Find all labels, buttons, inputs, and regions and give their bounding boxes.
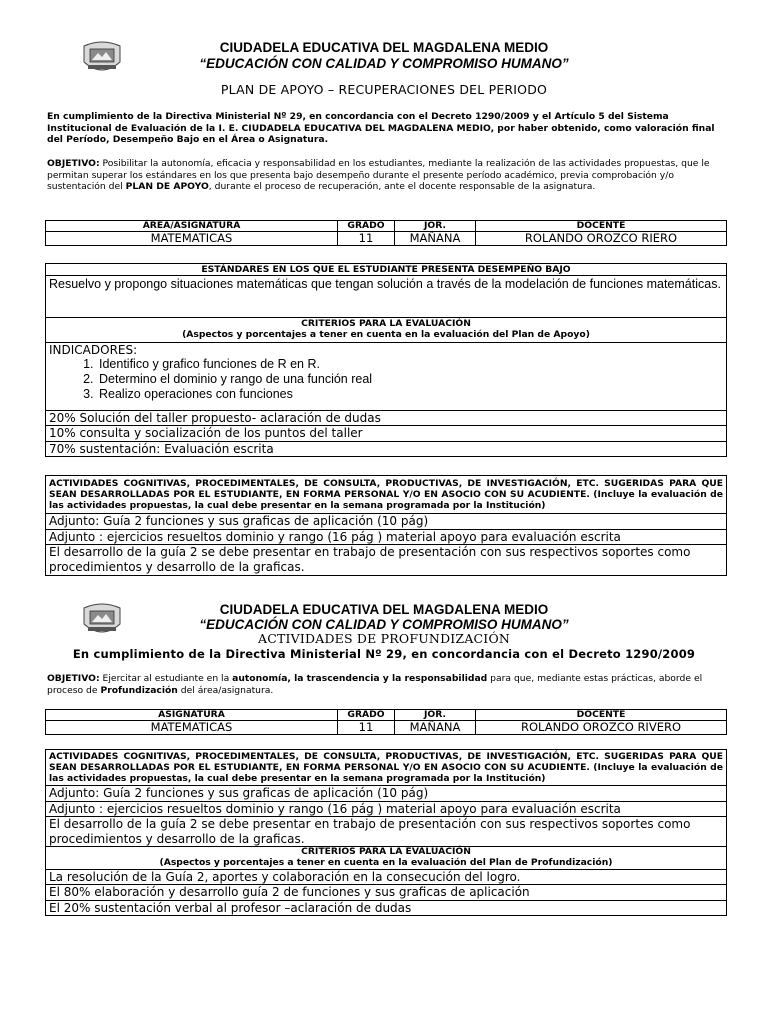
activities-header: ACTIVIDADES COGNITIVAS, PROCEDIMENTALES, DE CONSULTA, PRODUCTIVAS, DE INVESTIGACIÓN, ETC. SUGERIDAS PARA QUE SEAN DESARROLLADAS POR EL ESTUDIANTE, EN FORMA PERSONAL Y/O EN ASOCIO CON SU ACUDIENTE. (Incluye la evaluación de las actividades propuestas, la cual debe presentar en la semana programada por la Institución)	[46, 750, 727, 786]
objective-text-a: Posibilitar la autonomía, eficacia y responsabilidad en los estudiantes, mediante la realización de las actividades propuestas, que le permitan superar los estándares en los que presenta bajo desempeño durante el presente período académico, previa comprobación y/o sustentación del	[47, 158, 710, 193]
criteria-subheader: (Aspectos y porcentajes a tener en cuenta en la evaluación del Plan de Apoyo)	[182, 328, 590, 340]
value-grade: 11	[338, 721, 395, 735]
attachment-row: Adjunto: Guía 2 funciones y sus graficas de aplicación (10 pág)	[46, 786, 727, 802]
plan-title: PLAN DE APOYO – RECUPERACIONES DEL PERIODO	[220, 82, 548, 97]
header-grade: GRADO	[338, 710, 395, 721]
value-subject: MATEMATICAS	[46, 721, 338, 735]
criteria-row: El 20% sustentación verbal al profesor –aclaración de dudas	[46, 900, 727, 916]
objective-text-a: Ejercitar al estudiante en la	[99, 673, 233, 684]
institution-slogan: “EDUCACIÓN CON CALIDAD Y COMPROMISO HUMANO”	[199, 56, 569, 71]
header-subject: ASIGNATURA	[46, 710, 338, 721]
deepening-intro: En cumplimiento de la Directiva Ministerial Nº 29, en concordancia con el Decreto 1290/2009	[72, 647, 696, 661]
header-shift: JOR.	[395, 710, 476, 721]
criteria-subheader: (Aspectos y porcentajes a tener en cuenta en la evaluación del Plan de Profundización)	[159, 856, 613, 868]
attachment-row: Adjunto: Guía 2 funciones y sus graficas de aplicación (10 pág)	[46, 514, 727, 530]
criteria-heading-cell	[46, 847, 727, 870]
standards-criteria-table	[45, 263, 727, 457]
value-area: MATEMATICAS	[46, 232, 338, 246]
value-grade: 11	[338, 232, 395, 246]
indicators-cell	[46, 342, 727, 410]
header-area: ÁREA/ASIGNATURA	[46, 221, 338, 232]
info-table-value-row	[46, 721, 727, 735]
objective-text-b: para que, mediante estas prácticas, aborde el proceso de	[47, 673, 703, 696]
objective-text-bold: Profundización	[100, 684, 178, 696]
indicators-list	[49, 357, 723, 402]
activities-header: ACTIVIDADES COGNITIVAS, PROCEDIMENTALES, DE CONSULTA, PRODUCTIVAS, DE INVESTIGACIÓN, ETC. SUGERIDAS PARA QUE SEAN DESARROLLADAS POR EL ESTUDIANTE, EN FORMA PERSONAL Y/O EN ASOCIO CON SU ACUDIENTE. (Incluye la evaluación de las actividades propuestas, la cual debe presentar en la semana programada por la Institución)	[46, 476, 727, 514]
institution-slogan: “EDUCACIÓN CON CALIDAD Y COMPROMISO HUMANO”	[199, 617, 569, 632]
deepening-title: ACTIVIDADES DE PROFUNDIZACIÓN	[257, 631, 511, 646]
info-table-header-row	[46, 221, 727, 232]
objective-text-bold: PLAN DE APOYO	[125, 181, 209, 193]
objective-text-b: , durante el proceso de recuperación, ante el docente responsable de la asignatura.	[208, 181, 596, 193]
objective-paragraph	[47, 158, 727, 193]
standards-header: ESTÁNDARES EN LOS QUE EL ESTUDIANTE PRESENTA DESEMPEÑO BAJO	[46, 264, 727, 276]
institution-name: CIUDADELA EDUCATIVA DEL MAGDALENA MEDIO	[219, 40, 549, 55]
header-teacher: DOCENTE	[476, 710, 727, 721]
objective-label: OBJETIVO:	[47, 673, 100, 684]
objective-text-bold: autonomía, la trascendencia y la responsabilidad	[232, 673, 488, 684]
percentage-row: 10% consulta y socialización de los puntos del taller	[46, 426, 727, 442]
attachment-row: Adjunto : ejercicios resueltos dominio y rango (16 pág ) material apoyo para evaluación escrita	[46, 529, 727, 545]
indicator-item: 2. Determino el dominio y rango de una función real	[97, 372, 723, 387]
indicator-item: 3. Realizo operaciones con funciones	[97, 387, 723, 402]
value-shift: MAÑANA	[395, 721, 476, 735]
intro-paragraph: En cumplimiento de la Directiva Ministerial Nº 29, en concordancia con el Decreto 1290/2009 y el Artículo 5 del Sistema Institucional de Evaluación de la I. E. CIUDADELA EDUCATIVA DEL MAGDALENA MEDIO, por haber obtenido, como valoración final del Período, Desempeño Bajo en el Área o Asignatura.	[47, 111, 715, 146]
development-note: El desarrollo de la guía 2 se debe presentar en trabajo de presentación con sus respectivos soportes como procedimientos y desarrollo de la graficas.	[46, 817, 727, 847]
header-teacher: DOCENTE	[476, 221, 727, 232]
standards-text: Resuelvo y propongo situaciones matemáticas que tengan solución a través de la modelación de funciones matemáticas.	[46, 276, 727, 318]
objective-text-c: del área/asignatura.	[177, 684, 274, 696]
indicator-item: 1. Identifico y grafico funciones de R en R.	[97, 357, 723, 372]
info-table	[45, 220, 727, 246]
criteria-row: La resolución de la Guía 2, aportes y colaboración en la consecución del logro.	[46, 869, 727, 885]
activities-table	[45, 475, 727, 576]
value-shift: MAÑANA	[395, 232, 476, 246]
objective-label: OBJETIVO:	[47, 158, 100, 169]
value-teacher: ROLANDO OROZCO RIERO	[476, 232, 727, 246]
attachment-row: Adjunto : ejercicios resueltos dominio y rango (16 pág ) material apoyo para evaluación escrita	[46, 801, 727, 817]
criteria-header: CRITERIOS PARA LA EVALUACIÓN	[301, 318, 471, 329]
header-grade: GRADO	[338, 221, 395, 232]
activities-criteria-table	[45, 749, 727, 916]
percentage-row: 70% sustentación: Evaluación escrita	[46, 441, 727, 457]
development-note: El desarrollo de la guía 2 se debe presentar en trabajo de presentación con sus respectivos soportes como procedimientos y desarrollo de la graficas.	[46, 545, 727, 576]
objective-paragraph	[47, 673, 727, 696]
info-table-header-row	[46, 710, 727, 721]
info-table	[45, 709, 727, 735]
indicators-label: INDICADORES:	[49, 342, 138, 357]
criteria-row: El 80% elaboración y desarrollo guía 2 de funciones y sus graficas de aplicación	[46, 885, 727, 901]
header-shift: JOR.	[395, 221, 476, 232]
criteria-heading-cell	[46, 318, 727, 343]
info-table-value-row	[46, 232, 727, 246]
institution-name: CIUDADELA EDUCATIVA DEL MAGDALENA MEDIO	[219, 602, 549, 617]
percentage-row: 20% Solución del taller propuesto- aclaración de dudas	[46, 410, 727, 426]
criteria-header: CRITERIOS PARA LA EVALUACIÓN	[301, 846, 471, 857]
value-teacher: ROLANDO OROZCO RIVERO	[476, 721, 727, 735]
